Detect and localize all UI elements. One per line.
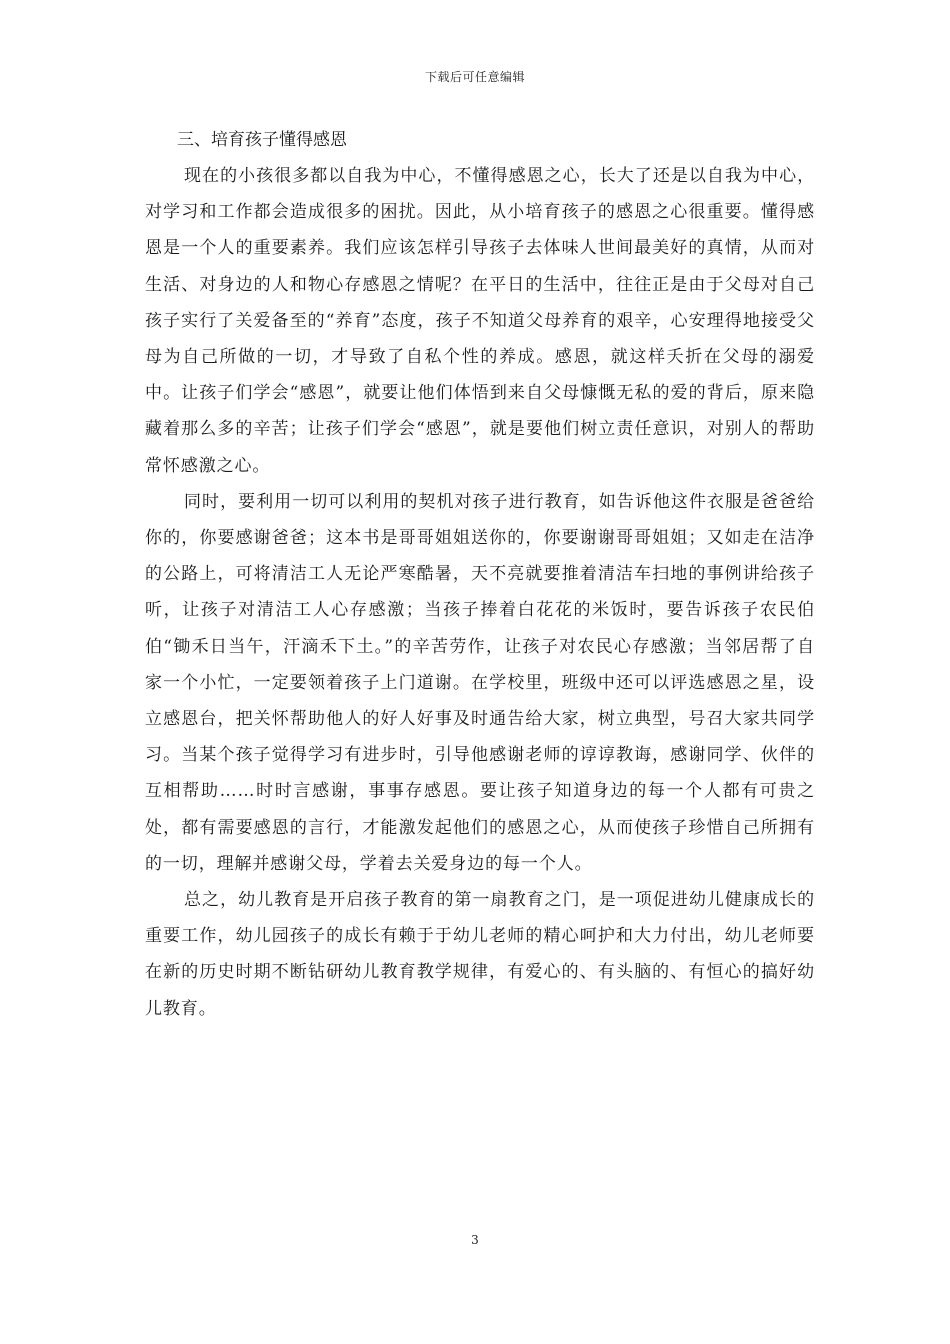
paragraph-2: 同时，要利用一切可以利用的契机对孩子进行教育，如告诉他这件衣服是爸爸给你的，你要感谢爸爸；这本书是哥哥姐姐送你的，你要谢谢哥哥姐姐；又如走在洁净的公路上，可将清洁工人无论严寒酷暑，天不亮就要推着清洁车扫地的事例讲给孩子听，让孩子对清洁工人心存感激；当孩子捧着白花花的米饭时，要告诉孩子农民伯伯“锄禾日当午，汗滴禾下土。”的辛苦劳作，让孩子对农民心存感激；当邻居帮了自家一个小忙，一定要领着孩子上门道谢。在学校里，班级中还可以评选感恩之星，设立感恩台，把关怀帮助他人的好人好事及时通告给大家，树立典型，号召大家共同学习。当某个孩子觉得学习有进步时，引导他感谢老师的谆谆教诲，感谢同学、伙伴的互相帮助……时时言感谢，事事存感恩。要让孩子知道身边的每一个人都有可贵之处，都有需要感恩的言行，才能激发起他们的感恩之心，从而使孩子珍惜自己所拥有的一切，理解并感谢父母，学着去关爱身边的每一个人。 (145, 491, 815, 874)
page-header: 下载后可任意编辑 (424, 70, 525, 84)
document-body (145, 122, 815, 1027)
paragraph-3: 总之，幼儿教育是开启孩子教育的第一扇教育之门，是一项促进幼儿健康成长的重要工作，幼儿园孩子的成长有赖于于幼儿老师的精心呵护和大力付出，幼儿老师要在新的历史时期不断钻研幼儿教育教学规律，有爱心的、有头脑的、有恒心的搞好幼儿教育。 (145, 890, 815, 1019)
section-heading: 三、培育孩子懂得感恩 (177, 130, 347, 150)
paragraph-1: 现在的小孩很多都以自我为中心，不懂得感恩之心，长大了还是以自我为中心，对学习和工作都会造成很多的困扰。因此，从小培育孩子的感恩之心很重要。懂得感恩是一个人的重要素养。我们应该怎样引导孩子去体味人世间最美好的真情，从而对生活、对身边的人和物心存感恩之情呢？在平日的生活中，往往正是由于父母对自己孩子实行了关爱备至的“养育”态度，孩子不知道父母养育的艰辛，心安理得地接受父母为自己所做的一切，才导致了自私个性的养成。感恩，就这样夭折在父母的溺爱中。让孩子们学会“感恩”，就要让他们体悟到来自父母慷慨无私的爱的背后，原来隐藏着那么多的辛苦；让孩子们学会“感恩”，就是要他们树立责任意识，对别人的帮助常怀感激之心。 (145, 166, 815, 476)
page-number: 3 (471, 1233, 479, 1247)
